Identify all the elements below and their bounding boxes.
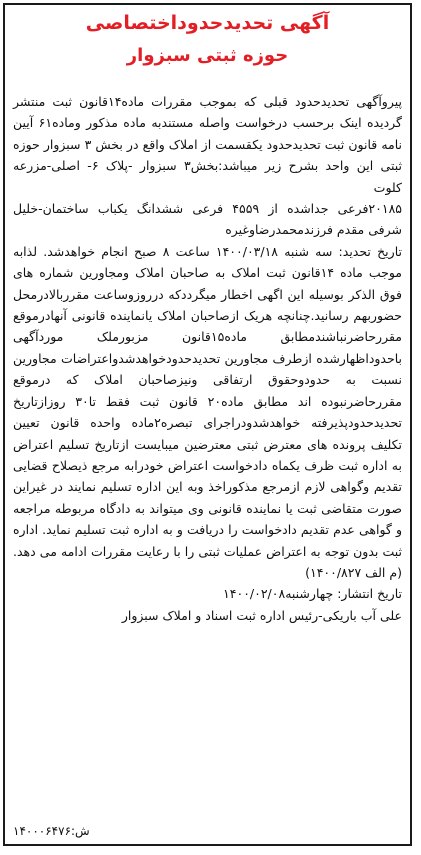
notice-box	[3, 3, 412, 846]
paragraph-publication-date: تاریخ انتشار: چهارشنبه۱۴۰۰/۰۲/۰۸	[223, 586, 402, 602]
serial-number: ش:۱۴۰۰۰۶۴۷۶	[13, 824, 90, 838]
paragraph-intro: پیروآگهی تحدیدحدود قبلی که بموجب مقررات ماده۱۴قانون ثبت منتشر گردیده اینک برحسب درخواست واصله مستندبه ماده مذکور وماده۶۱ آیین نامه قانون ثبت تحدیدحدود یکقسمت از املاک واقع در بخش ۳ سبزوار حوزه ثبتی این واحد بشرح زیر میباشد:بخش۳ سبزوار -پلاک ۶- اصلی-مزرعه کلوت	[13, 94, 403, 195]
notice-title: آگهی تحدیدحدوداختصاصی	[85, 12, 330, 34]
notice-body	[13, 91, 402, 626]
paragraph-property: ۲۰۱۸۵فرعی جداشده از ۴۵۵۹ فرعی ششدانگ یکباب ساختمان-خلیل شرفی مقدم فرزندمحمدرضاوغیره	[13, 201, 402, 238]
paragraph-date-terms: تاریخ تحدید: سه شنبه ۱۴۰۰/۰۳/۱۸ ساعت ۸ صبح انجام خواهدشد. لذابه موجب ماده ۱۴قانون ثبت املاک به صاحبان املاک ومجاورین شماره های فوق الذکر بوسیله این اگهی اخطار میگرددکه درروزوساعت مقرربالادرمحل حضوربهم رسانید.چنانچه هریک ازصاحبان املاک یانماینده قانونی آنهادرموقع مقررحاضرنباشندمطابق ماده۱۵قانون مزبورملک موردآگهی باحدوداظهارشده ازطرف مجاورین تحدیدحدودخواهدشدواعتراضات مجاورین نسبت به حدودوحقوق ارتفاقی ونیزصاحبان املاک که درموقع مقررحاضرنبوده اند مطابق ماده۲۰ قانون ثبت فقط تا۳۰ روزازتاریخ تحدیدحدودپذیرفته خواهدشدودراجرای تبصره۲ماده واحده قانون تعیین تکلیف پرونده های معترض ثبتی معترضین میبایست ازتاریخ تسلیم اعتراض به اداره ثبت ظرف یکماه دادخواست اعتراض خودرابه مرجع ذیصلاح قضایی تقدیم وگواهی لازم ازمرجع مذکوراخذ وبه این اداره تسلیم نمایند در غیراین صورت متقاضی ثبت یا نماینده قانونی وی میتواند به دادگاه مربوطه مراجعه و گواهی عدم تقدیم دادخواست را دریافت و به اداره ثبت تسلیم نماید. اداره ثبت بدون توجه به اعتراض عملیات ثبتی را با رعایت مقررات ادامه می دهد. (م الف ۱۴۰۰/۸۲۷)	[13, 243, 402, 580]
notice-subtitle: حوزه ثبتی سبزوار	[126, 45, 289, 66]
signature: علی آب باریکی-رئیس اداره ثبت اسناد و املاک سبزوار	[121, 607, 402, 623]
